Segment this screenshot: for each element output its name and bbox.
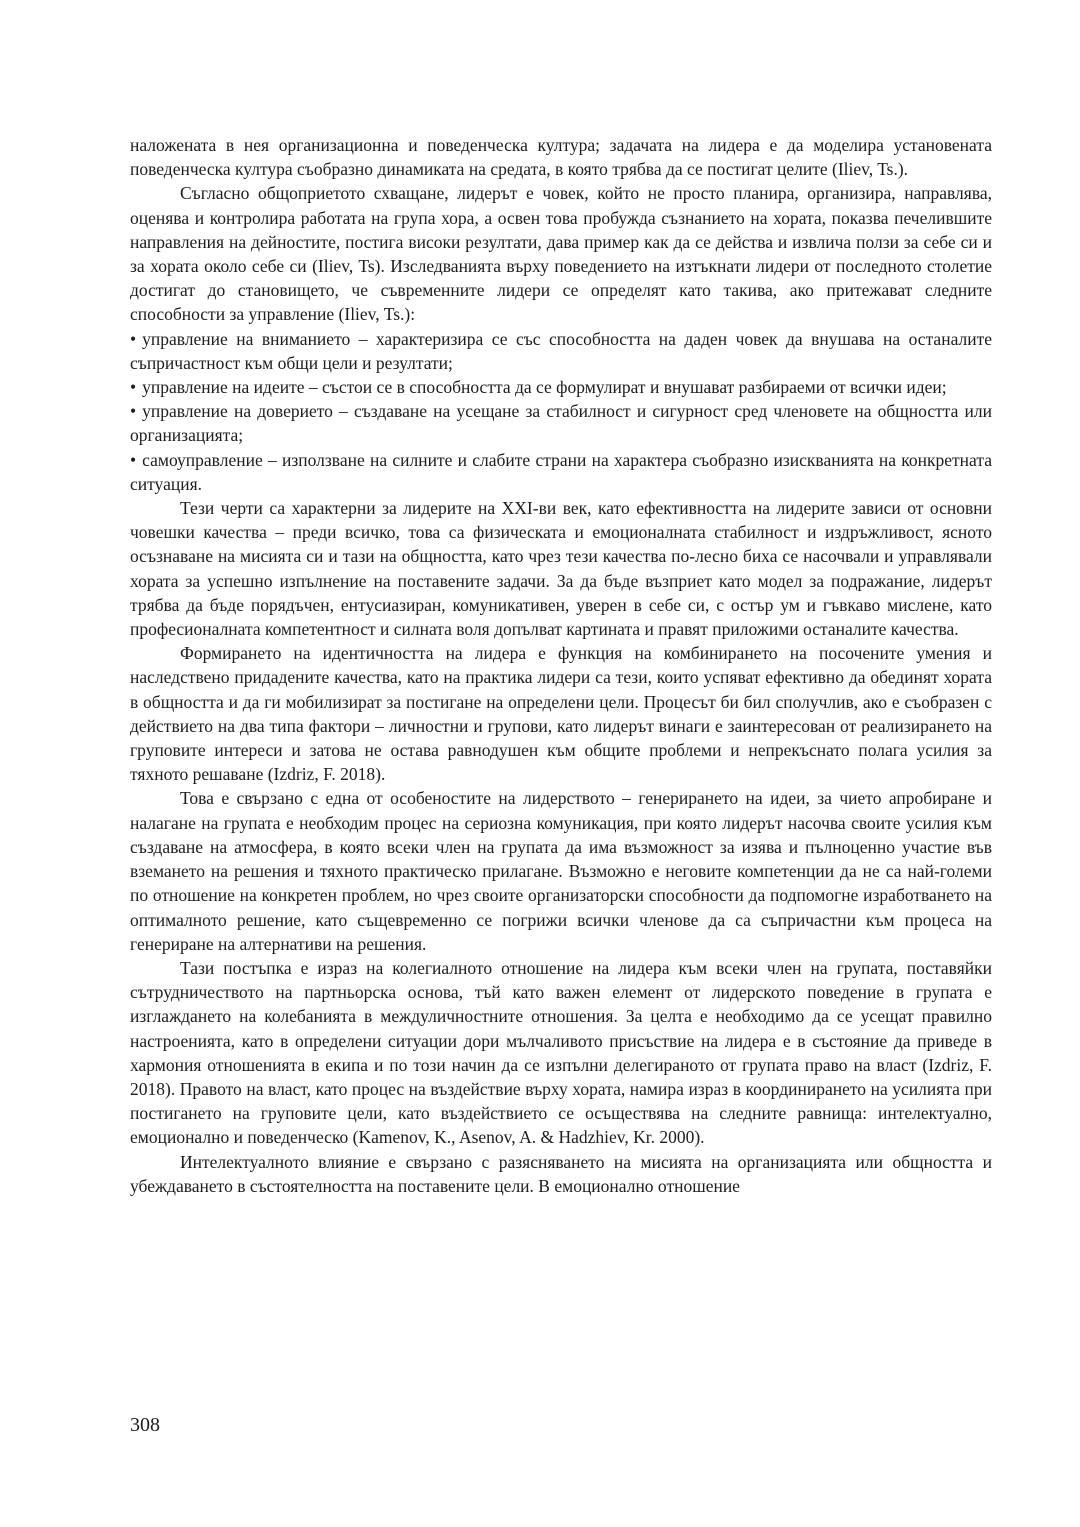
list-item xyxy=(130,375,992,399)
bullet-icon: • xyxy=(130,401,137,422)
bullet-icon: • xyxy=(130,328,137,349)
bullet-text: управление на идеите – състои се в способността да се формулират и внушават разбираеми от всички идеи; xyxy=(142,377,947,398)
bullet-text: самоуправление – използване на силните и слабите страни на характера съобразно изискванията на конкретната ситуация. xyxy=(130,449,992,494)
bullet-text: управление на вниманието – характеризира се със способността на даден човек да внушава на останалите съпричастност към общи цели и резултати; xyxy=(130,328,992,373)
list-item xyxy=(130,327,992,375)
bullet-icon: • xyxy=(130,449,137,470)
list-item xyxy=(130,448,992,496)
paragraph-6: Тази постъпка е израз на колегиалното отношение на лидера към всеки член на групата, поставяйки сътрудничеството на партньорска основа, тъй като важен елемент от лидерското поведение в групата е изглаждането на колебанията в междуличностните отношения. За целта е необходимо да се усещат правилно настроенията, като в определени ситуации дори мълчаливото присъствие на лидера е в състояние да приведе в хармония отношенията в екипа и по този начин да се изпълни делегираното от групата право на власт (Izdriz, F. 2018). Правото на власт, като процес на въздействие върху хората, намира израз в координирането на усилията при постигането на груповите цели, като въздействието се осъществява на следните равнища: интелектуално, емоционално и поведенческо (Kamenov, K., Asenov, A. & Hadzhiev, Kr. 2000). xyxy=(130,957,992,1148)
bullet-icon: • xyxy=(130,377,137,398)
paragraph-2: Съгласно общоприетото схващане, лидерът е човек, който не просто планира, организира, направлява, оценява и контролира работата на група хора, а освен това пробужда съзнанието на хората, показва печелившите направления на дейностите, постига високи резултати, дава пример как да се действа и извлича ползи за себе си и за хората около себе си (Iliev, Ts). Изследванията върху поведението на изтъкнати лидери от последното столетие достигат до становището, че съвременните лидери се определят като такива, ако притежават следните способности за управление (Iliev, Ts.): xyxy=(130,183,992,325)
paragraph-4: Формирането на идентичността на лидера е функция на комбинирането на посочените умения и наследствено придадените качества, като на практика лидери са тези, които успяват ефективно да обединят хората в общността и да ги мобилизират за постигане на определени цели. Процесът би бил сполучлив, ако е съобразен с действието на два типа фактори – личностни и групови, като лидерът винаги е заинтересован от реализирането на груповите интереси и затова не остава равнодушен към общите проблеми и непрекъснато полага усилия за тяхното решаване (Izdriz, F. 2018). xyxy=(130,643,992,785)
paragraph-1: наложената в нея организационна и поведенческа култура; задачата на лидера е да моделира установената поведенческа култура съобразно динамиката на средата, в която трябва да се постигат целите (Iliev, Ts.). xyxy=(130,135,992,180)
page-number: 308 xyxy=(130,1414,160,1436)
page-body xyxy=(130,133,992,1433)
paragraph-7: Интелектуалното влияние е свързано с разясняването на мисията на организацията или общността и убеждаването в състоятелността на поставените цели. В емоционално отношение xyxy=(130,1151,992,1196)
bullet-list xyxy=(130,327,992,496)
paragraph-3: Тези черти са характерни за лидерите на XXI-ви век, като ефективността на лидерите зависи от основни човешки качества – преди всичко, това са физическата и емоционалната стабилност и издръжливост, ясното осъзнаване на мисията си и тази на общността, като чрез тези качества по-лесно биха се насочвали и управлявали хората за успешно изпълнение на поставените задачи. За да бъде възприет като модел за подражание, лидерът трябва да бъде порядъчен, ентусиазиран, комуникативен, уверен в себе си, с остър ум и гъвкаво мислене, като професионалната компетентност и силната воля допълват картината и правят приложими останалите качества. xyxy=(130,498,992,640)
bullet-text: управление на доверието – създаване на усещане за стабилност и сигурност сред членовете на общността или организацията; xyxy=(130,401,992,446)
paragraph-5: Това е свързано с една от особеностите на лидерството – генерирането на идеи, за чието апробиране и налагане на групата е необходим процес на сериозна комуникация, при която лидерът насочва своите усилия към създаване на атмосфера, в която всеки член на групата да има възможност за изява и пълноценно участие във вземането на решения и тяхното практическо прилагане. Възможно е неговите компетенции да не са най-големи по отношение на конкретен проблем, но чрез своите организаторски способности да подпомогне изработването на оптималното решение, като същевременно се погрижи всички членове да са съпричастни към процеса на генериране на алтернативи на решения. xyxy=(130,788,992,954)
list-item xyxy=(130,399,992,447)
